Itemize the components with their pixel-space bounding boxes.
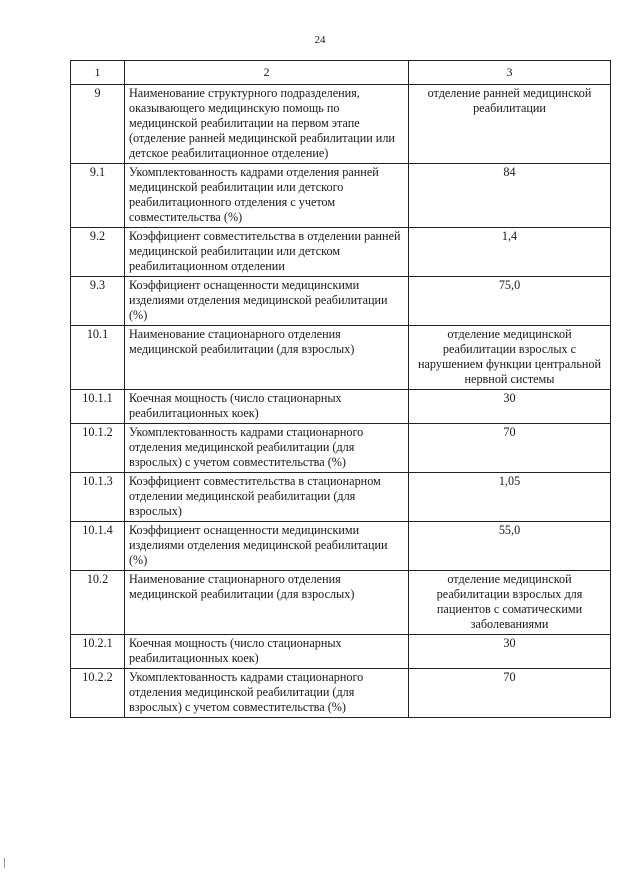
row-number: 10.1.3	[71, 473, 125, 522]
row-value: 1,05	[409, 473, 611, 522]
row-indicator: Укомплектованность кадрами отделения ранней медицинской реабилитации или детского реабилитационного отделения с учетом совместительства (%)	[125, 164, 409, 228]
row-value: 30	[409, 635, 611, 669]
column-header-2: 2	[125, 61, 409, 85]
column-header-3: 3	[409, 61, 611, 85]
row-value: 1,4	[409, 228, 611, 277]
row-number: 10.1.2	[71, 424, 125, 473]
table-header-row	[71, 61, 611, 85]
table-row	[71, 571, 611, 635]
table-row	[71, 85, 611, 164]
row-number: 10.1	[71, 326, 125, 390]
row-value: отделение ранней медицинской реабилитации	[409, 85, 611, 164]
row-value: 55,0	[409, 522, 611, 571]
row-indicator: Коечная мощность (число стационарных реабилитационных коек)	[125, 635, 409, 669]
row-number: 9.3	[71, 277, 125, 326]
row-indicator: Наименование структурного подразделения, оказывающего медицинскую помощь по медицинской реабилитации на первом этапе (отделение ранней медицинской реабилитации или детское реабилитационное отделение)	[125, 85, 409, 164]
row-number: 9	[71, 85, 125, 164]
table-row	[71, 390, 611, 424]
row-indicator: Коэффициент оснащенности медицинскими изделиями отделения медицинской реабилитации (%)	[125, 277, 409, 326]
table-row	[71, 326, 611, 390]
row-indicator: Коэффициент совместительства в стационарном отделении медицинской реабилитации (для взрослых)	[125, 473, 409, 522]
row-indicator: Укомплектованность кадрами стационарного отделения медицинской реабилитации (для взрослых) с учетом совместительства (%)	[125, 669, 409, 718]
row-value: отделение медицинской реабилитации взрослых с нарушением функции центральной нервной системы	[409, 326, 611, 390]
row-number: 10.1.4	[71, 522, 125, 571]
row-number: 9.1	[71, 164, 125, 228]
page-number: 24	[314, 34, 326, 46]
row-indicator: Коэффициент оснащенности медицинскими изделиями отделения медицинской реабилитации (%)	[125, 522, 409, 571]
table-row	[71, 277, 611, 326]
row-number: 10.2.1	[71, 635, 125, 669]
row-value: отделение медицинской реабилитации взрослых для пациентов с соматическими заболеваниями	[409, 571, 611, 635]
row-number: 10.2.2	[71, 669, 125, 718]
table-row	[71, 164, 611, 228]
table-row	[71, 669, 611, 718]
row-value: 70	[409, 669, 611, 718]
row-number: 9.2	[71, 228, 125, 277]
row-indicator: Наименование стационарного отделения медицинской реабилитации (для взрослых)	[125, 571, 409, 635]
row-indicator: Коечная мощность (число стационарных реабилитационных коек)	[125, 390, 409, 424]
indicator-table	[70, 60, 611, 718]
row-indicator: Наименование стационарного отделения медицинской реабилитации (для взрослых)	[125, 326, 409, 390]
table-body	[71, 85, 611, 718]
table-row	[71, 473, 611, 522]
row-value: 30	[409, 390, 611, 424]
margin-mark	[4, 858, 5, 868]
row-value: 70	[409, 424, 611, 473]
table-row	[71, 522, 611, 571]
row-indicator: Укомплектованность кадрами стационарного отделения медицинской реабилитации (для взрослых) с учетом совместительства (%)	[125, 424, 409, 473]
table-row	[71, 424, 611, 473]
row-indicator: Коэффициент совместительства в отделении ранней медицинской реабилитации или детском реабилитационном отделении	[125, 228, 409, 277]
row-value: 75,0	[409, 277, 611, 326]
table-row	[71, 635, 611, 669]
row-number: 10.1.1	[71, 390, 125, 424]
row-value: 84	[409, 164, 611, 228]
row-number: 10.2	[71, 571, 125, 635]
column-header-1: 1	[71, 61, 125, 85]
table-row	[71, 228, 611, 277]
